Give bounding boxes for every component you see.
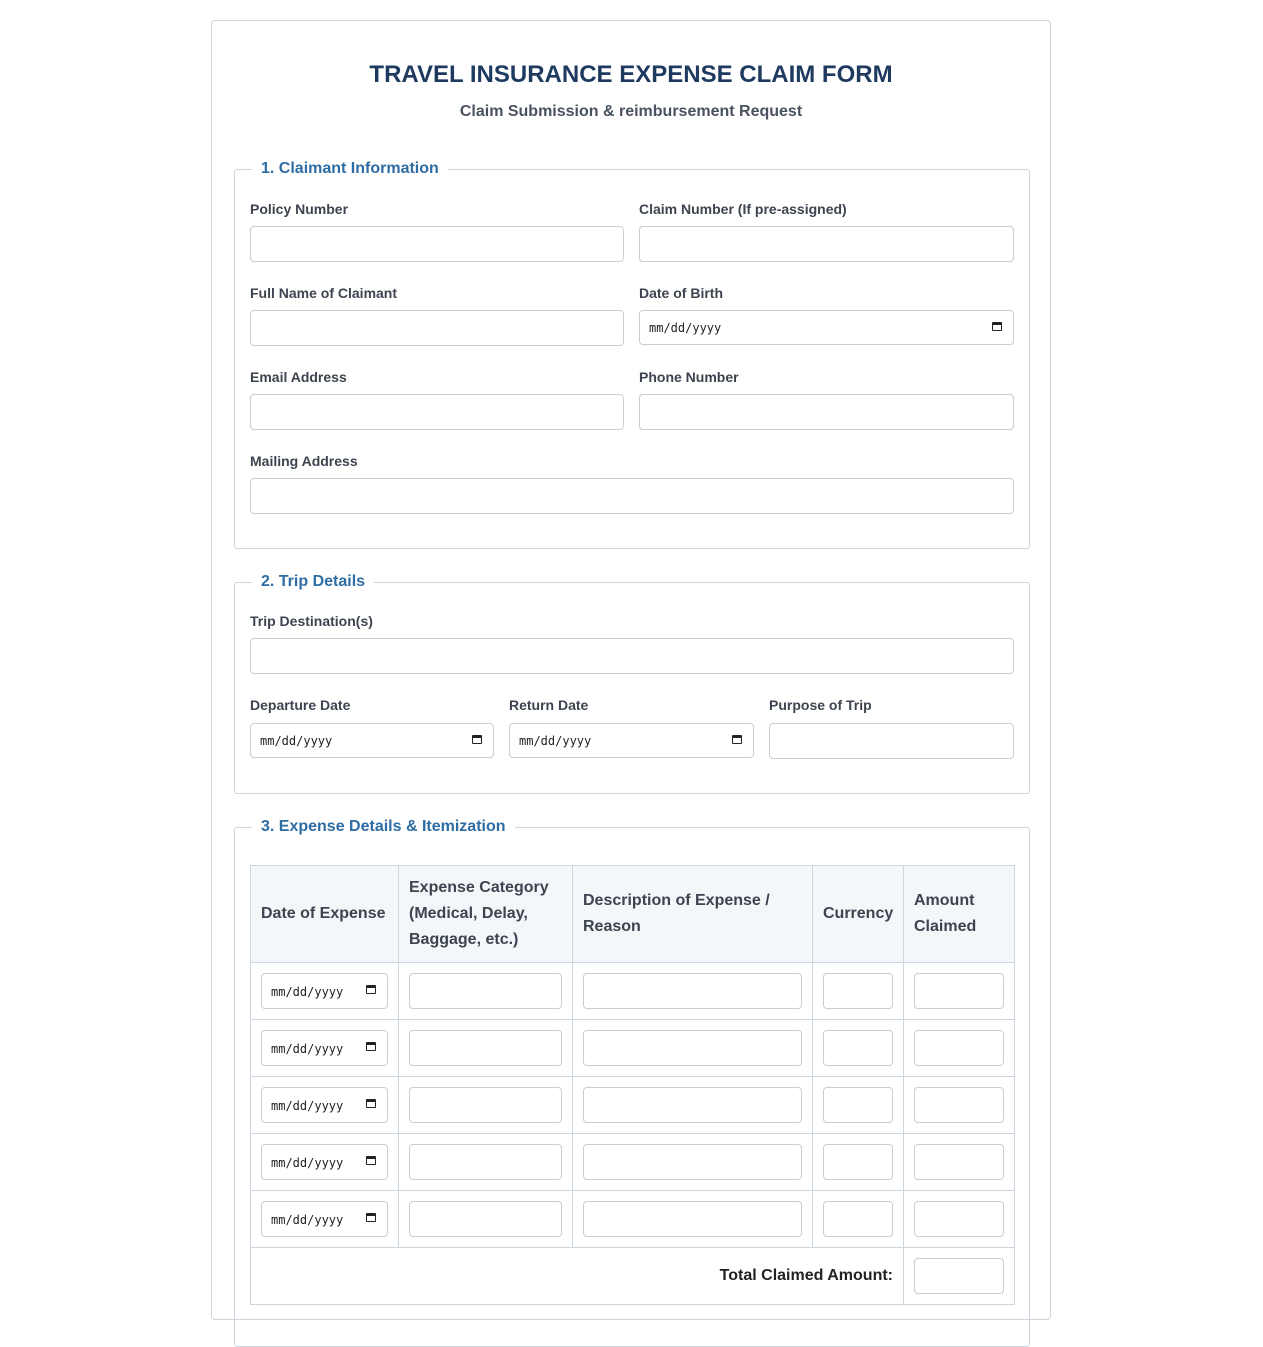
return-date-placeholder: mm/dd/yyyy <box>519 734 592 748</box>
email-label: Email Address <box>250 369 347 385</box>
expense-date-placeholder: mm/dd/yyyy <box>271 1156 344 1170</box>
calendar-icon[interactable] <box>366 1213 376 1222</box>
calendar-icon[interactable] <box>366 1156 376 1165</box>
claim-form-card <box>211 20 1051 1320</box>
departure-date-input[interactable] <box>250 723 494 758</box>
policy-number-input[interactable] <box>250 226 624 262</box>
expense-date-input[interactable] <box>261 1030 388 1066</box>
table-row <box>251 1077 1015 1134</box>
expense-details-section <box>234 818 1030 1347</box>
trip-destination-label: Trip Destination(s) <box>250 613 373 629</box>
expense-date-cell <box>251 1020 399 1077</box>
expense-currency-cell <box>813 1077 904 1134</box>
expense-date-placeholder: mm/dd/yyyy <box>271 985 344 999</box>
mailing-address-label: Mailing Address <box>250 453 358 469</box>
expense-description-input[interactable] <box>583 1201 802 1237</box>
expense-description-cell <box>573 1134 813 1191</box>
expense-date-input[interactable] <box>261 1087 388 1123</box>
expense-category-input[interactable] <box>409 1144 562 1180</box>
expense-amount-cell <box>904 963 1015 1020</box>
expense-category-cell <box>399 1134 573 1191</box>
expense-date-cell <box>251 1077 399 1134</box>
expense-table-header-row <box>251 866 1015 963</box>
column-header-date: Date of Expense <box>251 866 399 963</box>
total-claimed-input[interactable] <box>914 1258 1004 1294</box>
claimant-section-legend: 1. Claimant Information <box>252 159 448 179</box>
expense-currency-cell <box>813 1134 904 1191</box>
table-row <box>251 963 1015 1020</box>
expense-description-cell <box>573 1020 813 1077</box>
expense-category-input[interactable] <box>409 973 562 1009</box>
expense-date-input[interactable] <box>261 1144 388 1180</box>
expense-description-cell <box>573 963 813 1020</box>
full-name-label: Full Name of Claimant <box>250 285 398 301</box>
expense-currency-input[interactable] <box>823 1087 893 1123</box>
expense-category-cell <box>399 1191 573 1248</box>
calendar-icon[interactable] <box>366 985 376 994</box>
purpose-of-trip-input[interactable] <box>769 723 1014 759</box>
calendar-icon[interactable] <box>366 1099 376 1108</box>
expense-currency-input[interactable] <box>823 1201 893 1237</box>
trip-details-section <box>234 573 1030 794</box>
expense-amount-cell <box>904 1020 1015 1077</box>
table-row <box>251 1191 1015 1248</box>
expense-date-placeholder: mm/dd/yyyy <box>271 1042 344 1056</box>
expense-category-cell <box>399 1077 573 1134</box>
expense-amount-input[interactable] <box>914 1144 1004 1180</box>
table-row <box>251 1134 1015 1191</box>
trip-section-legend: 2. Trip Details <box>252 572 374 592</box>
expense-currency-cell <box>813 1020 904 1077</box>
expense-table <box>250 865 1015 1305</box>
expense-section-legend: 3. Expense Details & Itemization <box>252 817 515 837</box>
expense-date-cell <box>251 963 399 1020</box>
expense-date-placeholder: mm/dd/yyyy <box>271 1099 344 1113</box>
phone-label: Phone Number <box>639 369 739 385</box>
expense-date-input[interactable] <box>261 1201 388 1237</box>
return-date-label: Return Date <box>509 697 589 713</box>
expense-description-input[interactable] <box>583 1087 802 1123</box>
expense-amount-input[interactable] <box>914 1087 1004 1123</box>
expense-category-cell <box>399 963 573 1020</box>
expense-currency-cell <box>813 1191 904 1248</box>
return-date-input[interactable] <box>509 723 754 758</box>
date-of-birth-placeholder: mm/dd/yyyy <box>649 321 722 335</box>
claimant-information-section <box>234 160 1030 549</box>
departure-date-label: Departure Date <box>250 697 351 713</box>
column-header-amount: Amount Claimed <box>904 866 1015 963</box>
expense-date-placeholder: mm/dd/yyyy <box>271 1213 344 1227</box>
expense-currency-cell <box>813 963 904 1020</box>
expense-category-input[interactable] <box>409 1087 562 1123</box>
column-header-description: Description of Expense / Reason <box>573 866 813 963</box>
trip-destination-input[interactable] <box>250 638 1014 674</box>
email-input[interactable] <box>250 394 624 430</box>
expense-amount-cell <box>904 1134 1015 1191</box>
claim-number-input[interactable] <box>639 226 1014 262</box>
expense-currency-input[interactable] <box>823 1030 893 1066</box>
total-claimed-label: Total Claimed Amount: <box>251 1248 904 1305</box>
calendar-icon[interactable] <box>472 735 482 744</box>
expense-amount-input[interactable] <box>914 1030 1004 1066</box>
date-of-birth-input[interactable] <box>639 310 1014 345</box>
expense-category-input[interactable] <box>409 1201 562 1237</box>
form-title: TRAVEL INSURANCE EXPENSE CLAIM FORM <box>369 61 893 88</box>
expense-amount-cell <box>904 1077 1015 1134</box>
expense-description-input[interactable] <box>583 1144 802 1180</box>
expense-description-cell <box>573 1077 813 1134</box>
expense-category-input[interactable] <box>409 1030 562 1066</box>
column-header-currency: Currency <box>813 866 904 963</box>
departure-date-placeholder: mm/dd/yyyy <box>260 734 333 748</box>
claim-number-label: Claim Number (If pre-assigned) <box>639 201 847 217</box>
expense-amount-cell <box>904 1191 1015 1248</box>
expense-category-cell <box>399 1020 573 1077</box>
expense-date-cell <box>251 1191 399 1248</box>
policy-number-label: Policy Number <box>250 201 349 217</box>
full-name-input[interactable] <box>250 310 624 346</box>
phone-input[interactable] <box>639 394 1014 430</box>
form-subtitle: Claim Submission & reimbursement Request <box>459 103 803 120</box>
expense-currency-input[interactable] <box>823 1144 893 1180</box>
expense-amount-input[interactable] <box>914 973 1004 1009</box>
calendar-icon[interactable] <box>366 1042 376 1051</box>
column-header-category: Expense Category (Medical, Delay, Baggage, etc.) <box>399 866 573 963</box>
purpose-of-trip-label: Purpose of Trip <box>769 697 872 713</box>
expense-description-cell <box>573 1191 813 1248</box>
expense-description-input[interactable] <box>583 973 802 1009</box>
expense-date-cell <box>251 1134 399 1191</box>
calendar-icon[interactable] <box>992 322 1002 331</box>
expense-amount-input[interactable] <box>914 1201 1004 1237</box>
expense-description-input[interactable] <box>583 1030 802 1066</box>
date-of-birth-label: Date of Birth <box>639 285 723 301</box>
table-row <box>251 1020 1015 1077</box>
mailing-address-input[interactable] <box>250 478 1014 514</box>
expense-currency-input[interactable] <box>823 973 893 1009</box>
calendar-icon[interactable] <box>732 735 742 744</box>
expense-date-input[interactable] <box>261 973 388 1009</box>
